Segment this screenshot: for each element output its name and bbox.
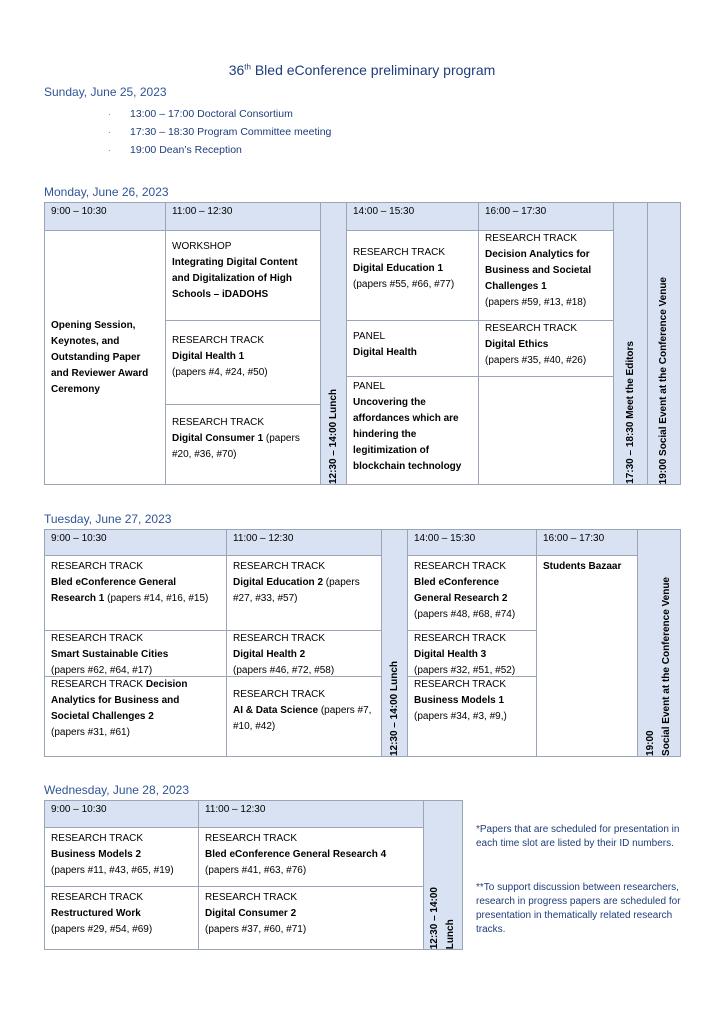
session-cell: RESEARCH TRACK Digital Consumer 1 (papers #20, #36, #70) [166, 405, 321, 484]
session-cell: RESEARCH TRACK Business Models 1 (papers #34, #3, #9,) [408, 677, 537, 756]
social-event-cell: 19:00 Social Event at the Conference Venue [648, 203, 680, 484]
wednesday-table [44, 800, 463, 950]
footnote-2: **To support discussion between researchers, research in progress papers are scheduled for presentation in thematically related research tracks. [476, 882, 681, 935]
session-cell: RESEARCH TRACK Bled eConference General Research 4 (papers #41, #63, #76) [199, 828, 424, 887]
list-item: · 13:00 – 17:00 Doctoral Consortium [108, 105, 331, 123]
list-item: · 19:00 Dean’s Reception [108, 141, 331, 159]
session-cell: RESEARCH TRACK Digital Ethics (papers #35, #40, #26) [479, 321, 614, 377]
list-item: · 17:30 – 18:30 Program Committee meeting [108, 123, 331, 141]
header-cell: 9:00 – 10:30 [45, 203, 166, 231]
header-cell: 9:00 – 10:30 [45, 530, 227, 556]
session-cell: PANEL Uncovering the affordances which are hindering the legitimization of blockchain technology [347, 377, 479, 484]
header-cell: 9:00 – 10:30 [45, 801, 199, 828]
lunch-cell: 12:30 – 14:00 Lunch [382, 530, 408, 756]
session-cell: RESEARCH TRACK Digital Health 3 (papers #32, #51, #52) [408, 631, 537, 677]
header-cell: 14:00 – 15:30 [408, 530, 537, 556]
monday-table [44, 202, 681, 485]
empty-cell [479, 377, 614, 484]
lunch-cell: 12:30 – 14:00 Lunch [321, 203, 347, 484]
header-cell: 16:00 – 17:30 [537, 530, 638, 556]
session-cell: RESEARCH TRACK Digital Education 1 (papers #55, #66, #77) [347, 231, 479, 321]
bullet-icon: · [108, 128, 111, 137]
page-title: 36th Bled eConference preliminary program [228, 62, 496, 78]
session-cell: RESEARCH TRACK Digital Consumer 2 (papers #37, #60, #71) [199, 887, 424, 949]
header-cell: 11:00 – 12:30 [199, 801, 424, 828]
opening-session-cell: Opening Session, Keynotes, and Outstanding Paper and Reviewer Award Ceremony [45, 231, 166, 484]
footnote-1: *Papers that are scheduled for presentation in each time slot are listed by their ID numbers. [476, 824, 680, 849]
session-cell: RESEARCH TRACK Restructured Work (papers #29, #54, #69) [45, 887, 199, 949]
social-event-cell: 19:00 Social Event at the Conference Venue [638, 530, 680, 756]
wednesday-date: Wednesday, June 28, 2023 [44, 783, 189, 797]
header-cell: 11:00 – 12:30 [166, 203, 321, 231]
tuesday-date: Tuesday, June 27, 2023 [44, 512, 172, 526]
header-cell: 16:00 – 17:30 [479, 203, 614, 231]
session-cell: WORKSHOP Integrating Digital Content and Digitalization of High Schools – iDADOHS [166, 231, 321, 321]
session-cell: RESEARCH TRACK Bled eConference General Research 1 (papers #14, #16, #15) [45, 556, 227, 631]
sunday-date: Sunday, June 25, 2023 [44, 85, 167, 99]
session-cell: RESEARCH TRACK Smart Sustainable Cities (papers #62, #64, #17) [45, 631, 227, 677]
session-cell: RESEARCH TRACK Digital Health 2 (papers #46, #72, #58) [227, 631, 382, 677]
session-cell: PANEL Digital Health [347, 321, 479, 377]
header-cell: 14:00 – 15:30 [347, 203, 479, 231]
meet-editors-cell: 17:30 – 18:30 Meet the Editors [614, 203, 648, 484]
session-cell: RESEARCH TRACK Decision Analytics for Business and Societal Challenges 1 (papers #59, #13, #18) [479, 231, 614, 321]
students-bazaar-cell: Students Bazaar [537, 556, 638, 756]
bullet-icon: · [108, 146, 111, 155]
session-cell: RESEARCH TRACK Digital Health 1 (papers #4, #24, #50) [166, 321, 321, 405]
session-cell: RESEARCH TRACK Bled eConference General Research 2 (papers #48, #68, #74) [408, 556, 537, 631]
header-cell: 11:00 – 12:30 [227, 530, 382, 556]
monday-date: Monday, June 26, 2023 [44, 185, 169, 199]
bullet-icon: · [108, 110, 111, 119]
session-cell: RESEARCH TRACK Digital Education 2 (papers #27, #33, #57) [227, 556, 382, 631]
sunday-list [108, 105, 331, 159]
session-cell: RESEARCH TRACK Decision Analytics for Business and Societal Challenges 2 (papers #31, #61) [45, 677, 227, 756]
tuesday-table [44, 529, 681, 757]
session-cell: RESEARCH TRACK AI & Data Science (papers #7, #10, #42) [227, 677, 382, 756]
lunch-cell: 12:30 – 14:00 Lunch [424, 801, 462, 949]
session-cell: RESEARCH TRACK Business Models 2 (papers #11, #43, #65, #19) [45, 828, 199, 887]
